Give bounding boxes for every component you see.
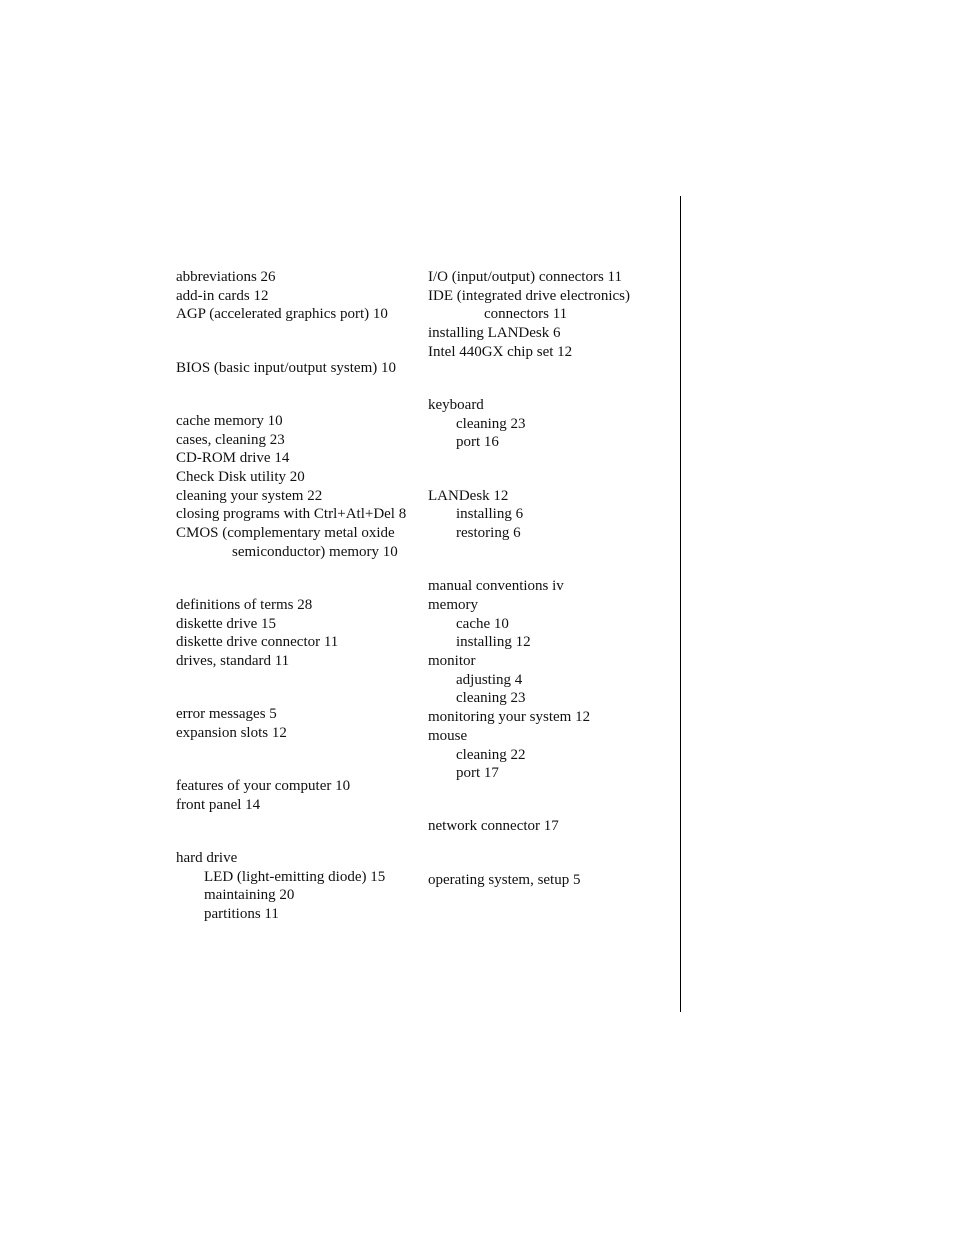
index-column-left [176,268,426,924]
index-group-gap [428,783,668,818]
index-entry: installing LANDesk 6 [428,325,561,342]
index-group-gap [176,743,426,778]
index-group-gap [176,671,426,706]
index-entry: CMOS (complementary metal oxide [176,525,395,542]
margin-rule [680,196,681,1012]
index-group-gap [428,452,668,487]
index-subentry: cleaning 23 [456,690,526,707]
index-entry: expansion slots 12 [176,724,287,741]
index-subentry: maintaining 20 [204,887,295,904]
index-subentry: installing 6 [456,506,524,523]
index-entry: cleaning your system 22 [176,487,323,504]
index-subentry: partitions 11 [204,906,279,923]
index-group-gap [428,836,668,871]
index-entry: manual conventions iv [428,578,564,595]
index-entry: cache memory 10 [176,412,283,429]
index-entry: IDE (integrated drive electronics) [428,287,630,304]
index-entry: front panel 14 [176,796,261,813]
index-entry: AGP (accelerated graphics port) 10 [176,306,388,323]
index-entry: I/O (input/output) connectors 11 [428,269,622,285]
index-entry: keyboard [428,397,484,414]
index-column-right [428,268,668,889]
index-subentry: cleaning 23 [456,415,526,432]
index-entry-continuation: connectors 11 [484,306,568,323]
index-entry: BIOS (basic input/output system) 10 [176,359,396,376]
index-group-gap [176,815,426,850]
index-entry: LANDesk 12 [428,487,509,504]
index-entry: memory [428,596,478,613]
index-group-gap [176,324,426,359]
index-subentry: restoring 6 [456,525,521,542]
index-entry: hard drive [176,850,238,867]
index-subentry: cache 10 [456,615,509,632]
index-entry: diskette drive connector 11 [176,634,339,651]
index-entry: features of your computer 10 [176,778,351,795]
index-entry: network connector 17 [428,818,559,835]
index-subentry: LED (light-emitting diode) 15 [204,868,386,885]
index-entry: closing programs with Ctrl+Atl+Del 8 [176,506,407,523]
index-entry: operating system, setup 5 [428,871,581,888]
index-entry: abbreviations 26 [176,269,276,285]
index-entry: Intel 440GX chip set 12 [428,343,573,360]
index-subentry: adjusting 4 [456,671,523,688]
index-group-gap [428,543,668,578]
index-subentry: port 16 [456,434,499,451]
index-entry: CD-ROM drive 14 [176,450,290,467]
index-subentry: port 17 [456,765,499,782]
index-entry: diskette drive 15 [176,615,276,632]
index-entry: definitions of terms 28 [176,596,313,613]
index-entry: mouse [428,727,468,744]
index-group-gap [176,561,426,596]
index-group-gap [428,362,668,397]
index-entry: monitor [428,653,476,670]
index-entry: drives, standard 11 [176,653,290,670]
index-group-gap [176,377,426,412]
index-entry: cases, cleaning 23 [176,431,285,448]
index-entry-continuation: semiconductor) memory 10 [232,543,398,560]
index-entry: Check Disk utility 20 [176,468,305,485]
index-entry: add-in cards 12 [176,287,269,304]
index-subentry: installing 12 [456,634,531,651]
index-entry: monitoring your system 12 [428,709,591,726]
index-entry: error messages 5 [176,706,277,723]
index-subentry: cleaning 22 [456,746,526,763]
